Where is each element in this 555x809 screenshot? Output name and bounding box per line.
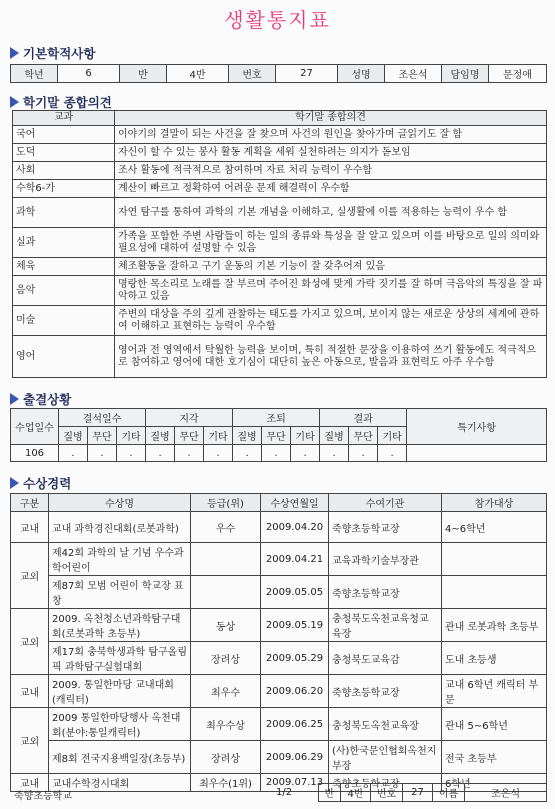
opinion-row [13,276,547,306]
attendance-special-label: 특기사항 [407,409,547,445]
award-date: 2009.04.20 [261,512,329,543]
award-date: 2009.05.05 [261,576,329,609]
section-basic-title: 기본학적사항 [23,46,96,61]
attendance-sub-unexcused: 무단 [88,427,117,445]
attendance-value: . [378,445,407,462]
attendance-sub-unexcused: 무단 [175,427,204,445]
opinion-subject: 체육 [13,258,115,276]
award-name: 2009. 통일한마당 교내대회(캐릭터) [49,675,191,708]
award-grade: 장려상 [191,741,261,774]
award-row [11,609,547,642]
opinion-row [13,144,547,162]
award-org: 죽향초등학교장 [329,512,442,543]
award-date: 2009.06.20 [261,675,329,708]
attendance-value: . [291,445,320,462]
opinion-text: 자신이 할 수 있는 봉사 활동 계획을 세워 실천하려는 의지가 돋보임 [115,144,547,162]
grade-value: 6 [58,65,120,83]
opinion-subject: 수학6-가 [13,180,115,198]
opinion-row [13,336,547,378]
section-basic-heading [10,44,95,62]
opinion-subject: 미술 [13,306,115,336]
awards-col-type: 구분 [11,494,49,512]
award-target [442,576,547,609]
award-grade [191,543,261,576]
awards-table [10,493,547,792]
footer-name-value: 조은석 [465,784,547,802]
attendance-value: . [262,445,291,462]
awards-col-name: 수상명 [49,494,191,512]
award-grade: 동상 [191,609,261,642]
award-row [11,708,547,741]
award-grade: 우수 [191,512,261,543]
award-name: 교내 과학경진대회(로봇과학) [49,512,191,543]
opinion-text: 자연 탐구를 통하여 과학의 기본 개념을 이해하고, 실생활에 이를 적용하는 능력이 우수 함 [115,198,547,228]
opinion-subject: 사회 [13,162,115,180]
attendance-group-early: 조퇴 [233,409,320,427]
award-name: 2009 통일한마당행사 옥천대회(분야:통일캐릭터) [49,708,191,741]
opinion-row [13,228,547,258]
opinion-text: 계산이 빠르고 정확하여 어려운 문제 해결력이 우수함 [115,180,547,198]
attendance-days-label: 수업일수 [11,409,59,445]
attendance-value: . [204,445,233,462]
award-date: 2009.05.19 [261,609,329,642]
grade-label: 학년 [11,65,58,83]
award-grade: 최우수(1위) [191,774,261,792]
award-type: 교외 [11,543,49,609]
award-org: 충청북도교육감 [329,642,442,675]
award-org: 충청북도옥천교육청교육장 [329,609,442,642]
attendance-value: . [146,445,175,462]
award-row [11,543,547,576]
attendance-value: . [320,445,349,462]
attendance-value: . [349,445,378,462]
attendance-group-late: 지각 [146,409,233,427]
attendance-sub-illness: 질병 [146,427,175,445]
award-name: 2009. 옥천청소년과학탐구대회(로봇과학 초등부) [49,609,191,642]
attendance-value: . [175,445,204,462]
attendance-group-absent: 결석일수 [59,409,146,427]
attendance-value: . [59,445,88,462]
award-row [11,675,547,708]
opinion-text: 영어과 전 영역에서 탁월한 능력을 보이며, 특히 적절한 문장을 이용하여 쓰기 활동에도 적극적으로 참여하고 영어에 대한 호기심이 대단히 높은 아동으로, 발음과 표현력도 아주 우수함 [115,336,547,378]
award-name: 교내수학경시대회 [49,774,191,792]
award-type: 교내 [11,675,49,708]
section-opinion-title: 학기말 종합의견 [23,95,112,110]
award-name: 제42회 과학의 날 기념 우수과학어린이 [49,543,191,576]
attendance-group-result: 결과 [320,409,407,427]
award-grade: 최우수 [191,675,261,708]
award-grade: 최우수상 [191,708,261,741]
basic-info-table [10,64,547,83]
opinion-text: 주변의 대상을 주의 깊게 관찰하는 태도를 가지고 있으며, 보이지 않는 새로운 상상의 세계에 관하여 이해하고 표현하는 능력이 우수함 [115,306,547,336]
opinion-row [13,198,547,228]
name-label: 성명 [338,65,385,83]
triangle-bullet-icon [10,393,19,405]
attendance-value: . [233,445,262,462]
award-target [442,543,547,576]
footer-number-value: 27 [403,784,433,802]
teacher-value: 문정애 [489,65,547,83]
award-type: 교내 [11,774,49,792]
award-org: 충청북도옥천교육장 [329,708,442,741]
opinion-subject: 영어 [13,336,115,378]
page-title: 생활통지표 [224,8,331,32]
section-attendance-heading [10,390,71,408]
name-value: 조은석 [385,65,442,83]
opinion-text: 조사 활동에 적극적으로 참여하며 자료 처리 능력이 우수함 [115,162,547,180]
opinion-subject: 음악 [13,276,115,306]
teacher-label: 담임명 [442,65,489,83]
award-row [11,642,547,675]
award-date: 2009.05.29 [261,642,329,675]
opinion-col-subject: 교과 [13,111,115,126]
opinion-col-opinion: 학기말 종합의견 [115,111,547,126]
award-org: 죽향초등학교장 [329,576,442,609]
number-value: 27 [276,65,338,83]
triangle-bullet-icon [10,96,19,108]
footer-name-label: 이름 [433,784,465,802]
attendance-special-value [407,445,547,462]
opinion-row [13,306,547,336]
award-target: 전국 초등부 [442,741,547,774]
attendance-sub-other: 기타 [291,427,320,445]
award-target: 6학년 [442,774,547,792]
class-label: 반 [120,65,167,83]
section-opinion-heading [10,93,112,111]
opinion-row [13,258,547,276]
award-type: 교외 [11,609,49,675]
attendance-sub-illness: 질병 [320,427,349,445]
opinion-table [12,110,547,378]
section-awards-title: 수상경력 [23,476,72,491]
award-grade [191,576,261,609]
opinion-text: 체조활동을 잘하고 구기 운동의 기본 기능이 잘 갖추어져 있음 [115,258,547,276]
opinion-subject: 과학 [13,198,115,228]
attendance-sub-other: 기타 [117,427,146,445]
award-row [11,741,547,774]
award-org: 죽향초등학교장 [329,774,442,792]
page-number: 1/2 [276,787,293,798]
opinion-subject: 실과 [13,228,115,258]
opinion-text: 가족을 포함한 주변 사람들이 하는 일의 종류와 특성을 잘 알고 있으며 이를 바탕으로 일의 의미와 필요성에 대하여 설명할 수 있음 [115,228,547,258]
triangle-bullet-icon [10,47,19,59]
attendance-days-value: 106 [11,445,59,462]
footer-id-table [318,783,547,802]
award-target: 관내 로봇과학 초등부 [442,609,547,642]
attendance-table [10,408,547,462]
award-date: 2009.06.29 [261,741,329,774]
award-row [11,576,547,609]
award-name: 제8회 전국지용백일장(초등부) [49,741,191,774]
award-target: 4~6학년 [442,512,547,543]
opinion-subject: 국어 [13,126,115,144]
award-name: 제87회 모범 어린이 학교장 표창 [49,576,191,609]
award-target: 도내 초등생 [442,642,547,675]
attendance-value: . [117,445,146,462]
opinion-subject: 도덕 [13,144,115,162]
opinion-row [13,162,547,180]
award-target: 관내 5~6학년 [442,708,547,741]
award-name: 제17회 충북학생과학 탐구올림픽 과학탐구실험대회 [49,642,191,675]
footer-class-label: 반 [319,784,341,802]
award-date: 2009.06.25 [261,708,329,741]
award-date: 2009.04.21 [261,543,329,576]
school-name: 죽향초등학교 [14,791,72,802]
award-org: 교육과학기술부장관 [329,543,442,576]
attendance-sub-other: 기타 [204,427,233,445]
opinion-text: 이야기의 결말이 되는 사건을 잘 찾으며 사건의 원인을 찾아가며 글읽기도 잘 함 [115,126,547,144]
footer-class-value: 4반 [341,784,371,802]
award-type: 교내 [11,512,49,543]
footer-number-label: 번호 [371,784,403,802]
award-row [11,512,547,543]
awards-col-grade: 등급(위) [191,494,261,512]
attendance-sub-illness: 질병 [59,427,88,445]
attendance-sub-unexcused: 무단 [349,427,378,445]
opinion-row [13,126,547,144]
awards-col-org: 수여기관 [329,494,442,512]
award-grade: 장려상 [191,642,261,675]
award-target: 교내 6학년 캐릭터 부문 [442,675,547,708]
opinion-row [13,180,547,198]
section-attendance-title: 출결상황 [23,392,72,407]
award-type: 교외 [11,708,49,774]
award-org: 죽향초등학교장 [329,675,442,708]
attendance-sub-other: 기타 [378,427,407,445]
section-awards-heading [10,474,71,492]
award-date: 2009.07.13 [261,774,329,792]
number-label: 번호 [229,65,276,83]
attendance-value: . [88,445,117,462]
award-org: (사)한국문인협회옥천지부장 [329,741,442,774]
attendance-sub-illness: 질병 [233,427,262,445]
awards-col-target: 참가대상 [442,494,547,512]
awards-col-date: 수상연월일 [261,494,329,512]
triangle-bullet-icon [10,477,19,489]
class-value: 4반 [167,65,229,83]
attendance-sub-unexcused: 무단 [262,427,291,445]
opinion-text: 명랑한 목소리로 노래를 잘 부르며 주어진 화성에 맞게 가락 짓기를 잘 하며 극음악의 특징을 잘 파악하고 있음 [115,276,547,306]
